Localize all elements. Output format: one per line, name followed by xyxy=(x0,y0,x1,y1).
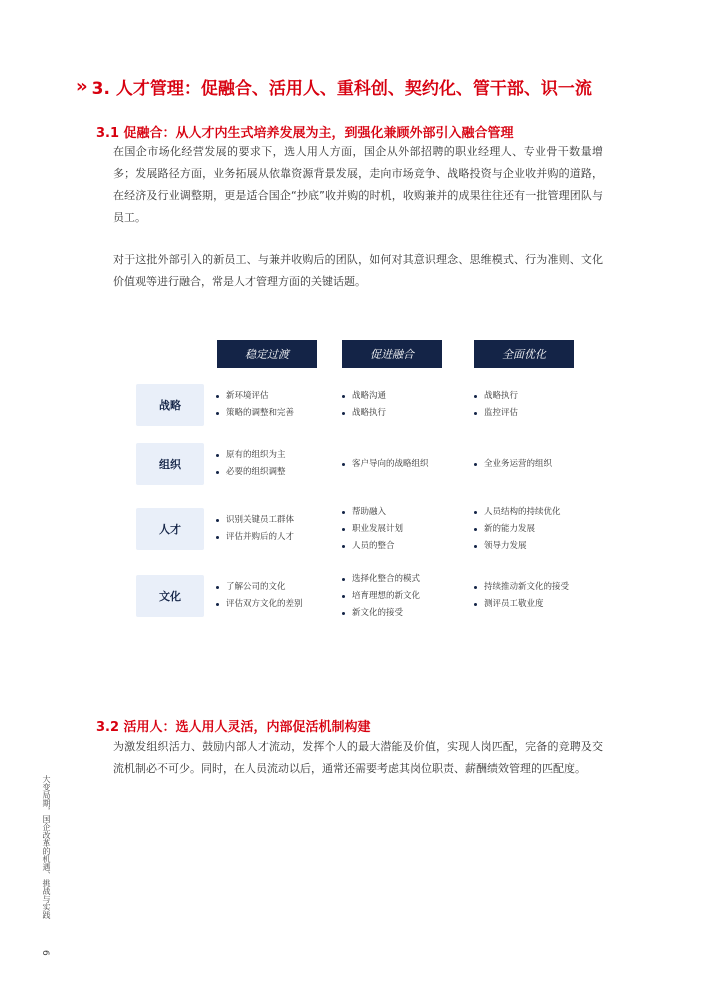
bullet-icon xyxy=(474,463,477,466)
bullet-icon xyxy=(216,519,219,522)
section-3-1-paragraph-1: 在国企市场化经营发展的要求下，选人用人方面，国企从外部招聘的职业经理人、专业骨干数量增多；发展路径方面，业务拓展从依靠资源背景发展，走向市场竞争、战略投资与企业收并购的道路，在经济及行业调整期，更是适合国企“抄底”收并购的时机，收购兼并的成果往往还有一批管理团队与员工。 xyxy=(113,145,603,224)
list-item: 新环境评估 xyxy=(216,391,326,402)
section-3-heading xyxy=(76,74,592,99)
section-3-title: 3. 人才管理：促融合、活用人、重科创、契约化、管干部、识一流 xyxy=(91,79,592,99)
list-item: 全业务运营的组织 xyxy=(474,459,584,470)
bullet-icon xyxy=(216,603,219,606)
matrix-row-label: 文化 xyxy=(136,575,204,617)
list-item: 职业发展计划 xyxy=(342,524,452,535)
list-item: 帮助融入 xyxy=(342,507,452,518)
bullet-icon xyxy=(342,528,345,531)
bullet-icon xyxy=(342,463,345,466)
list-item: 领导力发展 xyxy=(474,541,584,552)
matrix-cell xyxy=(342,380,452,430)
bullet-icon xyxy=(342,395,345,398)
bullet-icon xyxy=(342,545,345,548)
bullet-icon xyxy=(342,595,345,598)
matrix-cell xyxy=(342,439,452,489)
list-item: 新文化的接受 xyxy=(342,608,452,619)
section-3-1-paragraph-2: 对于这批外部引入的新员工、与兼并收购后的团队，如何对其意识理念、思维模式、行为准则、文化价值观等进行融合，常是人才管理方面的关键话题。 xyxy=(113,253,603,288)
list-item: 了解公司的文化 xyxy=(216,582,326,593)
matrix-cell xyxy=(216,566,326,626)
list-item: 培育理想的新文化 xyxy=(342,591,452,602)
list-item: 人员结构的持续优化 xyxy=(474,507,584,518)
matrix-column-header: 稳定过渡 xyxy=(217,340,317,368)
list-item: 原有的组织为主 xyxy=(216,450,326,461)
list-item: 策略的调整和完善 xyxy=(216,408,326,419)
matrix-cell xyxy=(342,499,452,559)
bullet-icon xyxy=(216,412,219,415)
list-item: 评估双方文化的差别 xyxy=(216,599,326,610)
section-3-1-heading: 3.1 促融合：从人才内生式培养发展为主，到强化兼顾外部引入融合管理 xyxy=(96,126,514,141)
matrix-cell xyxy=(342,566,452,626)
list-item: 监控评估 xyxy=(474,408,584,419)
bullet-icon xyxy=(216,471,219,474)
list-item: 识别关键员工群体 xyxy=(216,515,326,526)
matrix-cell xyxy=(474,566,574,626)
list-item: 评估并购后的人才 xyxy=(216,532,326,543)
section-3-2-paragraph-1: 为激发组织活力、鼓励内部人才流动，发挥个人的最大潜能及价值，实现人岗匹配，完备的竞聘及交流机制必不可少。同时，在人员流动以后，通常还需要考虑其岗位职责、薪酬绩效管理的匹配度。 xyxy=(113,740,603,775)
matrix-column-header: 全面优化 xyxy=(474,340,574,368)
list-item: 选择化整合的模式 xyxy=(342,574,452,585)
bullet-icon xyxy=(474,412,477,415)
bullet-icon xyxy=(342,578,345,581)
bullet-icon xyxy=(216,454,219,457)
bullet-icon xyxy=(216,536,219,539)
matrix-cell xyxy=(216,380,326,430)
bullet-icon xyxy=(342,412,345,415)
bullet-icon xyxy=(474,511,477,514)
page-number: 6 xyxy=(40,950,50,956)
bullet-icon xyxy=(474,528,477,531)
matrix-column-header: 促进融合 xyxy=(342,340,442,368)
matrix-cell xyxy=(474,439,584,489)
bullet-icon xyxy=(474,545,477,548)
bullet-icon xyxy=(342,511,345,514)
chevron-icon: » xyxy=(76,76,84,97)
bullet-icon xyxy=(216,586,219,589)
matrix-row-label: 人才 xyxy=(136,508,204,550)
matrix-cell xyxy=(474,380,584,430)
matrix-cell xyxy=(216,499,326,559)
list-item: 人员的整合 xyxy=(342,541,452,552)
bullet-icon xyxy=(216,395,219,398)
bullet-icon xyxy=(474,586,477,589)
bullet-icon xyxy=(474,395,477,398)
section-3-2-heading: 3.2 活用人：选人用人灵活，内部促活机制构建 xyxy=(96,720,371,735)
matrix-cell xyxy=(216,439,326,489)
matrix-row-label: 组织 xyxy=(136,443,204,485)
bullet-icon xyxy=(342,612,345,615)
sidebar-caption: 大变局期，国企改革的机遇、挑战与实践 xyxy=(42,775,51,919)
list-item: 测评员工敬业度 xyxy=(474,599,574,610)
list-item: 必要的组织调整 xyxy=(216,467,326,478)
list-item: 战略沟通 xyxy=(342,391,452,402)
list-item: 新的能力发展 xyxy=(474,524,584,535)
list-item: 持续推动新文化的接受 xyxy=(474,582,574,593)
matrix-row-label: 战略 xyxy=(136,384,204,426)
bullet-icon xyxy=(474,603,477,606)
list-item: 战略执行 xyxy=(342,408,452,419)
matrix-cell xyxy=(474,499,584,559)
list-item: 战略执行 xyxy=(474,391,584,402)
list-item: 客户导向的战略组织 xyxy=(342,459,452,470)
